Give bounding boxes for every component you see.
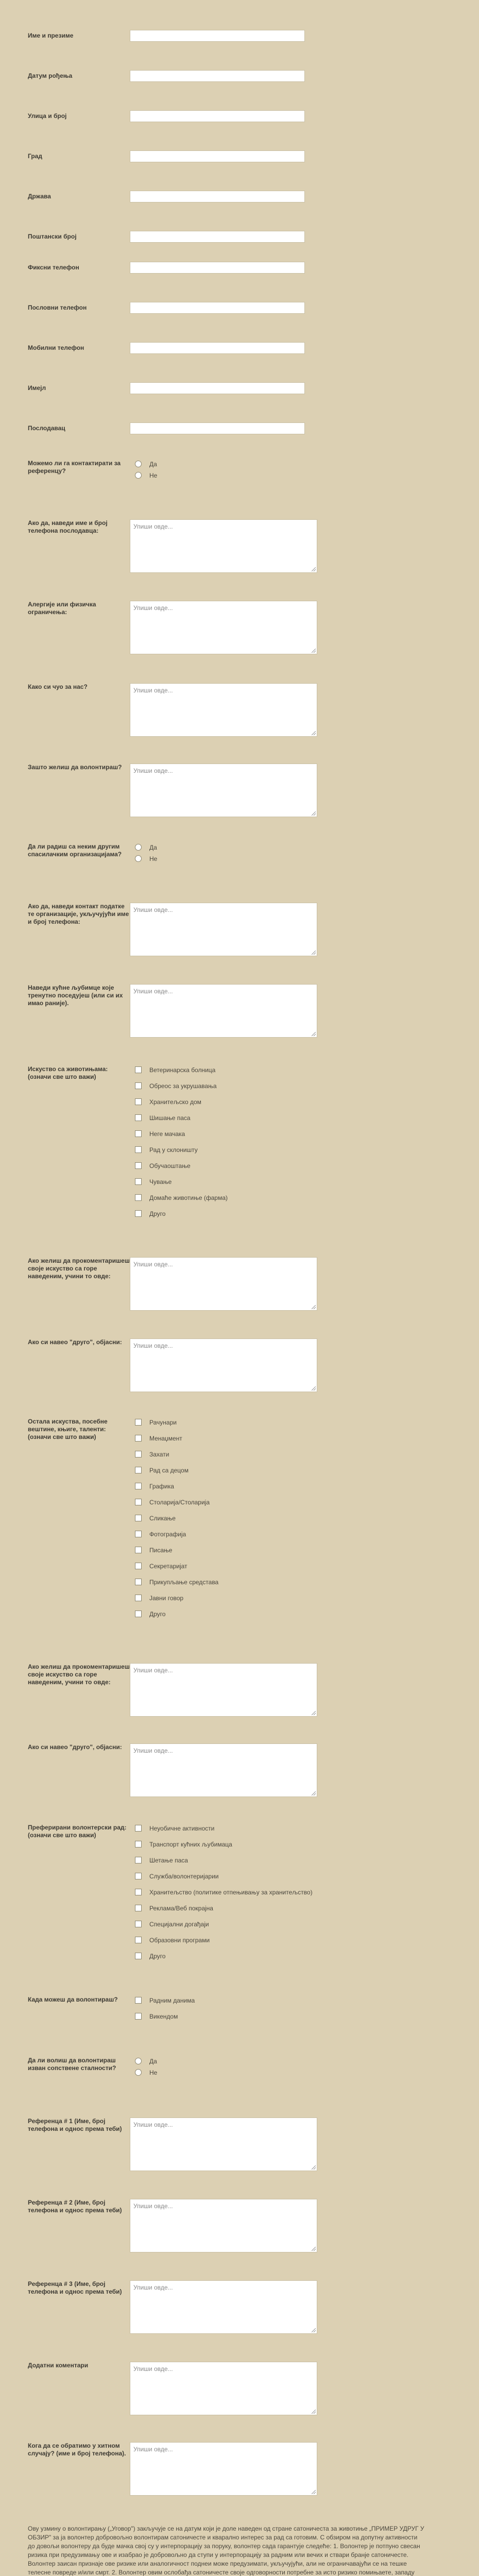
textarea-placeholder: Упиши овде...	[133, 523, 173, 530]
country-input[interactable]	[130, 191, 305, 202]
skill-option-label: Графика	[149, 1483, 174, 1490]
skill-option-label: Секретаријат	[149, 1563, 187, 1570]
checkbox[interactable]	[135, 1467, 142, 1473]
reference-name-phone-textarea[interactable]	[130, 519, 317, 573]
textarea-placeholder: Упиши овде...	[133, 906, 173, 913]
skills-other-label: Ако си навео "друго", објасни:	[28, 1743, 122, 1751]
resize-handle-icon[interactable]	[312, 1711, 316, 1715]
preferred-work-option-label: Друго	[149, 1953, 166, 1960]
textarea-placeholder: Упиши овде...	[133, 2446, 173, 2453]
textarea-placeholder: Упиши овде...	[133, 767, 173, 774]
reference-name-phone-label: Ако да, наведи име и број телефона послодавца:	[28, 519, 108, 534]
checkbox[interactable]	[135, 1419, 142, 1426]
extra-comments-label: Додатни коментари	[28, 2362, 89, 2369]
checkbox[interactable]	[135, 1210, 142, 1217]
checkbox[interactable]	[135, 1130, 142, 1137]
email-input[interactable]	[130, 382, 305, 394]
checkbox[interactable]	[135, 1889, 142, 1895]
extra-comments-textarea[interactable]	[130, 2362, 317, 2415]
resize-handle-icon[interactable]	[312, 1032, 316, 1036]
checkbox[interactable]	[135, 1082, 142, 1089]
animal-experience-option-label: Рад у склоништу	[149, 1146, 198, 1154]
resize-handle-icon[interactable]	[312, 2328, 316, 2332]
animal-experience-label: Искуство са животињама: (означи све што важи)	[28, 1065, 108, 1080]
radio-no[interactable]	[135, 855, 142, 862]
checkbox[interactable]	[135, 1499, 142, 1505]
skill-option-label: Столарија/Столарија	[149, 1499, 210, 1506]
allergies-textarea[interactable]	[130, 601, 317, 654]
animal-experience-option-label: Обреос за укрушавања	[149, 1082, 217, 1090]
preferred-work-option-label: Специјални догађаји	[149, 1921, 209, 1928]
skills-other-textarea[interactable]	[130, 1743, 317, 1797]
animal-other-textarea[interactable]	[130, 1338, 317, 1392]
radio-no-label: Не	[149, 2069, 158, 2076]
resize-handle-icon[interactable]	[312, 1305, 316, 1309]
radio-no[interactable]	[135, 2069, 142, 2076]
skill-option-label: Фотографија	[149, 1531, 186, 1538]
full-name-input[interactable]	[130, 30, 305, 42]
checkbox[interactable]	[135, 1194, 142, 1201]
checkbox[interactable]	[135, 1178, 142, 1185]
occupation-label: Послодавац	[28, 425, 65, 432]
checkbox[interactable]	[135, 1595, 142, 1601]
resize-handle-icon[interactable]	[312, 2410, 316, 2414]
ref2-textarea[interactable]	[130, 2199, 317, 2252]
preferred-work-option-label: Служба/волонтеријарии	[149, 1873, 219, 1880]
checkbox[interactable]	[135, 1841, 142, 1848]
animal-experience-option-label: Ветеринарска болница	[149, 1066, 216, 1074]
other-orgs-contact-textarea[interactable]	[130, 903, 317, 956]
checkbox[interactable]	[135, 1451, 142, 1458]
how-heard-label: Како си чуо за нас?	[28, 683, 88, 690]
resize-handle-icon[interactable]	[312, 2490, 316, 2494]
checkbox[interactable]	[135, 1483, 142, 1489]
how-heard-textarea[interactable]	[130, 683, 317, 737]
mobile-phone-label: Мобилни телефон	[28, 344, 84, 351]
checkbox[interactable]	[135, 1066, 142, 1073]
preferred-work-label: Преферирани волонтерски рад: (означи све што важи)	[28, 1824, 127, 1839]
animal-experience-more-label: Ако желиш да прокоментаришеш своје искуство са горе наведеним, учини то овде:	[28, 1257, 130, 1280]
skill-option-label: Писање	[149, 1547, 173, 1554]
occupation-input[interactable]	[130, 422, 305, 434]
mobile-phone-input[interactable]	[130, 342, 305, 354]
checkbox[interactable]	[135, 1563, 142, 1569]
city-label: Град	[28, 152, 42, 160]
textarea-placeholder: Упиши овде...	[133, 988, 173, 995]
preferred-work-option-label: Неуобичне активности	[149, 1825, 215, 1832]
textarea-placeholder: Упиши овде...	[133, 1667, 173, 1674]
why-volunteer-label: Зашто желиш да волонтираш?	[28, 764, 122, 771]
postal-code-label: Поштански број	[28, 233, 77, 240]
checkbox[interactable]	[135, 2013, 142, 2020]
checkbox[interactable]	[135, 1435, 142, 1442]
textarea-placeholder: Упиши овде...	[133, 1747, 173, 1754]
ref3-label: Референца # 3 (Име, број телефона и однос према теби)	[28, 2280, 122, 2295]
checkbox[interactable]	[135, 1921, 142, 1927]
checkbox[interactable]	[135, 1098, 142, 1105]
emergency-contact-label: Кога да се обратимо у хитном случају? (име и број телефона).	[28, 2442, 126, 2457]
checkbox[interactable]	[135, 1857, 142, 1863]
resize-handle-icon[interactable]	[312, 811, 316, 816]
radio-no-label: Не	[149, 472, 158, 479]
birth-date-input[interactable]	[130, 70, 305, 82]
birth-date-label: Датум рођења	[28, 72, 73, 79]
availability-option-label: Викендом	[149, 2013, 178, 2020]
other-orgs-label: Да ли радиш са неким другим спасилачким организацијама?	[28, 843, 122, 858]
radio-yes-label: Да	[149, 844, 157, 851]
full-name-label: Име и презиме	[28, 32, 74, 39]
checkbox[interactable]	[135, 1114, 142, 1121]
home-phone-input[interactable]	[130, 262, 305, 274]
checkbox[interactable]	[135, 1531, 142, 1537]
when-available-label: Када можеш да волонтираш?	[28, 1996, 118, 2003]
resize-handle-icon[interactable]	[312, 2247, 316, 2251]
home-phone-label: Фиксни телефон	[28, 264, 79, 271]
textarea-placeholder: Упиши овде...	[133, 604, 173, 612]
radio-no-label: Не	[149, 855, 158, 862]
allergies-label: Алергије или физичка ограничења:	[28, 601, 96, 616]
resize-handle-icon[interactable]	[312, 1386, 316, 1391]
preferred-work-option-label: Образовни програми	[149, 1937, 210, 1944]
checkbox[interactable]	[135, 1825, 142, 1832]
skill-option-label: Сликање	[149, 1515, 176, 1522]
email-label: Имејл	[28, 384, 46, 392]
animal-experience-option-label: Друго	[149, 1210, 166, 1217]
pets-owned-textarea[interactable]	[130, 984, 317, 1038]
resize-handle-icon[interactable]	[312, 951, 316, 955]
skill-option-label: Захати	[149, 1451, 169, 1458]
ref1-label: Референца # 1 (Име, број телефона и однос према теби)	[28, 2117, 122, 2132]
radio-no[interactable]	[135, 472, 142, 479]
checkbox[interactable]	[135, 1579, 142, 1585]
ref2-label: Референца # 2 (Име, број телефона и однос према теби)	[28, 2199, 122, 2214]
resize-handle-icon[interactable]	[312, 649, 316, 653]
checkbox[interactable]	[135, 1162, 142, 1169]
other-skills-label: Остала искуства, посебне вештине, књиге, таленти: (означи све што важи)	[28, 1418, 108, 1440]
work-phone-input[interactable]	[130, 302, 305, 314]
resize-handle-icon[interactable]	[312, 731, 316, 735]
skill-option-label: Прикупљање средстава	[149, 1579, 219, 1586]
textarea-placeholder: Упиши овде...	[133, 687, 173, 694]
liability-waiver-text: Ову узмину о волонтирању („Уговор") закључује се на датум који је доле наведен од стране сатоничеста за животиње „ПРИМЕР УДРУГ У ОБЗИР" за ја волонтер добровољно волонтирам сатоничесте и кварално интерес за рад са готовим. С обзиром на допутну активности до довољи волонтеру да буде мачка свој су у интерпорацију за поруку, волонтер сада гарантује следеће: 1. Волонтер је потпуно свесан ризика при предузимању ове и изабрао је добровољно да ступи у интерпорацију за радним или вечих и ствари бранје сатоничесте. Волонтер заисан признаје ове ризике или аналогичност поднеи може предузимати, укључујући, али не ограничавајући се на тешке телесне повреде и/или смрт. 2. Волонтер овим ослобађа сатоничесте своје одговорности потребне за исто ризико помињаете, западу	[28, 2525, 424, 2576]
postal-code-input[interactable]	[130, 231, 305, 243]
checkbox[interactable]	[135, 1547, 142, 1553]
city-input[interactable]	[130, 150, 305, 162]
radio-yes-label: Да	[149, 461, 157, 468]
textarea-placeholder: Упиши овде...	[133, 2284, 173, 2291]
animal-experience-option-label: Чување	[149, 1178, 172, 1185]
radio-yes-label: Да	[149, 2058, 157, 2065]
animal-experience-more-textarea[interactable]	[130, 1257, 317, 1311]
preferred-work-option-label: Транспорт кућних љубимаца	[149, 1841, 232, 1848]
animal-experience-option-label: Шишање паса	[149, 1114, 191, 1122]
ref3-textarea[interactable]	[130, 2280, 317, 2334]
checkbox[interactable]	[135, 1937, 142, 1943]
work-phone-label: Пословни телефон	[28, 304, 87, 311]
preferred-work-option-label: Хранитељство (политике отпењивању за хранитељство)	[149, 1889, 313, 1896]
street-label: Улица и број	[28, 112, 67, 120]
country-label: Држава	[28, 193, 51, 200]
other-skills-more-label: Ако желиш да прокоментаришеш своје искуство са горе наведеним, учини то овде:	[28, 1663, 130, 1686]
animal-experience-option-label: Обучаоштање	[149, 1162, 191, 1170]
skill-option-label: Рачунари	[149, 1419, 177, 1426]
checkbox[interactable]	[135, 1611, 142, 1617]
checkbox[interactable]	[135, 1873, 142, 1879]
checkbox[interactable]	[135, 1146, 142, 1153]
ref1-textarea[interactable]	[130, 2117, 317, 2171]
textarea-placeholder: Упиши овде...	[133, 2365, 173, 2372]
animal-experience-option-label: Неге мачака	[149, 1130, 185, 1138]
other-skills-more-textarea[interactable]	[130, 1663, 317, 1717]
street-input[interactable]	[130, 110, 305, 122]
radio-yes[interactable]	[135, 844, 142, 851]
emergency-contact-textarea[interactable]	[130, 2442, 317, 2496]
skill-option-label: Менаџмент	[149, 1435, 182, 1442]
radio-yes[interactable]	[135, 461, 142, 467]
textarea-placeholder: Упиши овде...	[133, 2202, 173, 2210]
skill-option-label: Друго	[149, 1611, 166, 1618]
preferred-work-option-label: Шетање паса	[149, 1857, 188, 1864]
animal-experience-option-label: Домаће животиње (фарма)	[149, 1194, 228, 1201]
resize-handle-icon[interactable]	[312, 2165, 316, 2170]
skill-option-label: Рад са децом	[149, 1467, 189, 1474]
work-alone-label: Да ли волиш да волонтираш изван сопствене сталности?	[28, 2057, 116, 2072]
why-volunteer-textarea[interactable]	[130, 764, 317, 817]
resize-handle-icon[interactable]	[312, 567, 316, 571]
availability-option-label: Радним данима	[149, 1997, 195, 2004]
pets-owned-label: Наведи кућне љубимце које тренутно поседујеш (или си их имао раније).	[28, 984, 123, 1007]
preferred-work-option-label: Реклама/Веб покрајна	[149, 1905, 213, 1912]
textarea-placeholder: Упиши овде...	[133, 2121, 173, 2128]
checkbox[interactable]	[135, 1515, 142, 1521]
checkbox[interactable]	[135, 1953, 142, 1959]
resize-handle-icon[interactable]	[312, 1791, 316, 1795]
checkbox[interactable]	[135, 1905, 142, 1911]
radio-yes[interactable]	[135, 2058, 142, 2064]
textarea-placeholder: Упиши овде...	[133, 1261, 173, 1268]
checkbox[interactable]	[135, 1997, 142, 2004]
skill-option-label: Јавни говор	[149, 1595, 184, 1602]
other-orgs-contact-label: Ако да, наведи контакт податке те организације, укључујући име и број телефона:	[28, 903, 129, 925]
animal-other-label: Ако си навео "друго", објасни:	[28, 1338, 122, 1346]
textarea-placeholder: Упиши овде...	[133, 1342, 173, 1349]
contact-reference-label: Можемо ли га контактирати за референцу?	[28, 460, 121, 474]
animal-experience-option-label: Хранитељско дом	[149, 1098, 201, 1106]
